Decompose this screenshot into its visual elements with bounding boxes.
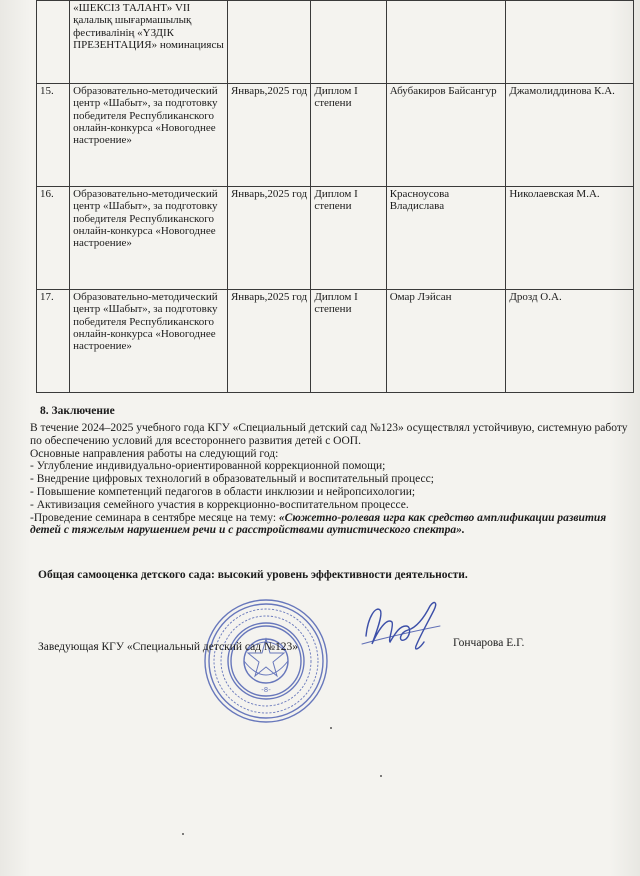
cell-student: Абубакиров Байсангур xyxy=(386,84,506,187)
cell-diploma: Диплом I степени xyxy=(311,84,386,187)
cell-description: Образовательно-методический центр «Шабыт», за подготовку победителя Республиканского онлайн-конкурса «Новогоднее настроение» xyxy=(70,290,228,393)
signatory-name: Гончарова Е.Г. xyxy=(453,637,525,649)
conclusion-body xyxy=(30,422,630,537)
cell-student: Омар Лэйсан xyxy=(386,290,506,393)
cell-student xyxy=(386,1,506,84)
scan-speck xyxy=(330,727,332,729)
cell-number: 17. xyxy=(37,290,70,393)
directions-title: Основные направления работы на следующий год: xyxy=(30,447,279,460)
handwritten-signature-icon xyxy=(354,596,446,660)
cell-teacher: Джамолиддинова К.А. xyxy=(506,84,634,187)
cell-description: Образовательно-методический центр «Шабыт», за подготовку победителя Республиканского онлайн-конкурса «Новогоднее настроение» xyxy=(70,187,228,290)
direction-item: - Внедрение цифровых технологий в образовательный и воспитательный процесс; xyxy=(30,473,434,486)
cell-date xyxy=(227,1,310,84)
conclusion-intro: В течение 2024–2025 учебного года КГУ «Специальный детский сад №123» осуществлял устойчивую, системную работу по обеспечению условий для всестороннего развития детей с ООП. xyxy=(30,422,628,447)
official-stamp-icon xyxy=(203,597,329,725)
cell-teacher xyxy=(506,1,634,84)
cell-description: «ШЕКСІЗ ТАЛАНТ» VII қалалық шығармашылық фестивалінің «ҮЗДІК ПРЕЗЕНТАЦИЯ» номинациясы xyxy=(70,1,228,84)
direction-item: - Повышение компетенций педагогов в области инклюзии и нейропсихологии; xyxy=(30,485,416,498)
cell-date: Январь,2025 год xyxy=(227,290,310,393)
cell-date: Январь,2025 год xyxy=(227,84,310,187)
table-row xyxy=(37,290,634,393)
direction-item: - Углубление индивидуально-ориентированной коррекционной помощи; xyxy=(30,460,386,473)
cell-diploma: Диплом I степени xyxy=(311,187,386,290)
seminar-line xyxy=(30,512,630,538)
cell-diploma: Диплом I степени xyxy=(311,290,386,393)
self-assessment: Общая самооценка детского сада: высокий уровень эффективности деятельности. xyxy=(38,569,468,581)
awards-table xyxy=(36,0,634,393)
section-title: 8. Заключение xyxy=(40,405,115,417)
table-row xyxy=(37,1,634,84)
cell-number xyxy=(37,1,70,84)
seminar-prefix: -Проведение семинара в сентябре месяце на тему: xyxy=(30,511,279,524)
cell-date: Январь,2025 год xyxy=(227,187,310,290)
cell-description: Образовательно-методический центр «Шабыт», за подготовку победителя Республиканского онлайн-конкурса «Новогоднее настроение» xyxy=(70,84,228,187)
cell-student: Красноусова Владислава xyxy=(386,187,506,290)
table-row xyxy=(37,84,634,187)
signatory-position: Заведующая КГУ «Специальный детский сад №123» xyxy=(38,641,298,653)
scan-speck xyxy=(380,775,382,777)
svg-text:-8-: -8- xyxy=(261,686,271,694)
cell-number: 16. xyxy=(37,187,70,290)
scan-speck xyxy=(182,833,184,835)
direction-item: - Активизация семейного участия в коррекционно-воспитательном процессе. xyxy=(30,498,409,511)
seminar-topic: «Сюжетно-ролевая игра как средство амплификации развития детей с тяжелым нарушением речи и с расстройствами аутистического спектра». xyxy=(30,511,607,537)
cell-diploma xyxy=(311,1,386,84)
table-row xyxy=(37,187,634,290)
cell-teacher: Дрозд О.А. xyxy=(506,290,634,393)
cell-teacher: Николаевская М.А. xyxy=(506,187,634,290)
cell-number: 15. xyxy=(37,84,70,187)
